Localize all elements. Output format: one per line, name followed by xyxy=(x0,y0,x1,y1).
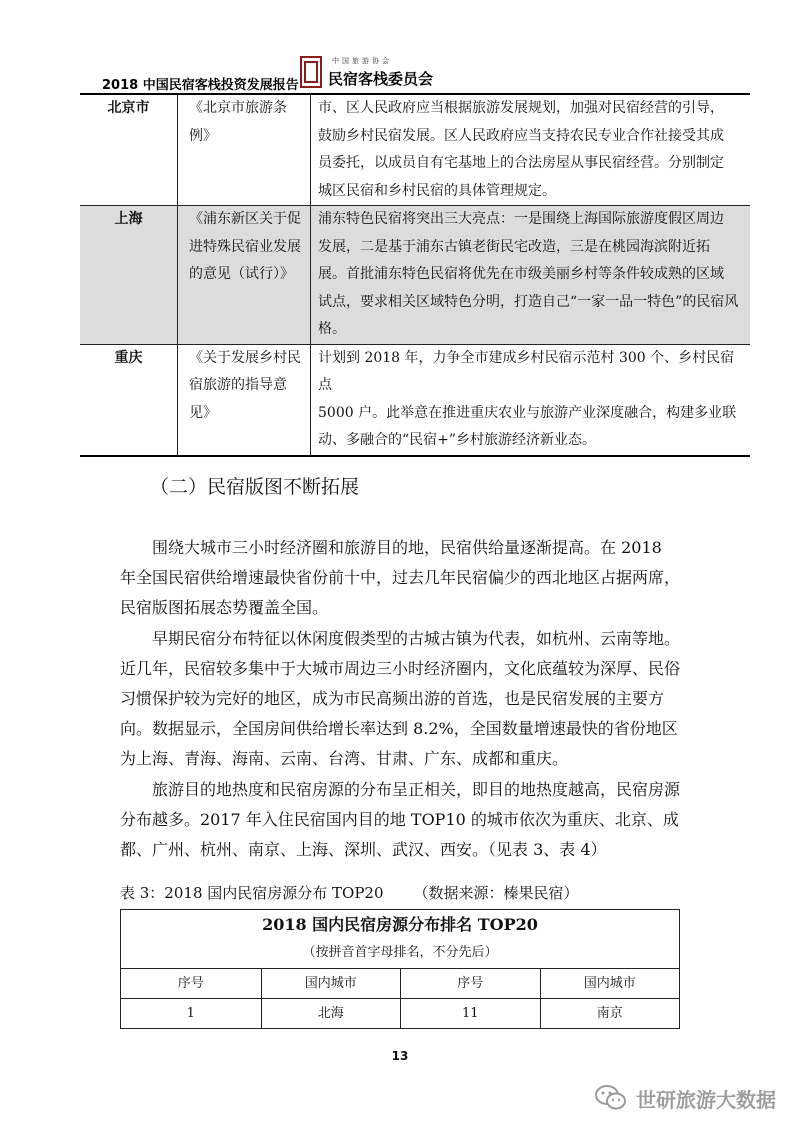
table-caption-title: 表 3：2018 国内民宿房源分布 TOP20 xyxy=(120,884,384,902)
policy-document-line: 例》 xyxy=(189,127,217,144)
header-cell: 序号 xyxy=(177,976,204,991)
policy-description-line: 市、区人民政府应当根据旅游发展规划，加强对民宿经营的引导， xyxy=(318,100,724,116)
policy-document-line: 宿旅游的指导意 xyxy=(189,377,287,393)
policy-description-line: 格。 xyxy=(318,321,346,337)
policy-description-line: 发展，二是基于浦东古镇老街民宅改造，三是在桃园海滨附近拓 xyxy=(318,238,710,255)
paragraph: 旅游目的地热度和民宿房源的分布呈正相关，即目的地热度越高，民宿房源分布越多。2017 年入住民宿国内目的地 TOP10 的城市依次为重庆、北京、成都、广州、杭州、南京、上海、深圳、武汉、西安。（见表 3、表 4） xyxy=(120,779,681,860)
column-divider xyxy=(177,95,178,205)
policy-document xyxy=(177,206,310,344)
policy-description xyxy=(310,95,750,205)
table-cell: 11 xyxy=(400,999,540,1028)
body-text xyxy=(120,533,680,865)
watermark xyxy=(594,1083,776,1113)
section-heading: （二）民宿版图不断拓展 xyxy=(150,476,360,498)
paragraph: 围绕大城市三小时经济圈和旅游目的地，民宿供给量逐渐提高。在 2018 年全国民宿供给增速最快省份前十中，过去几年民宿偏少的西北地区占据两席，民宿版图拓展态势覆盖全国。 xyxy=(120,538,681,618)
policy-document-line: 《浦东新区关于促 xyxy=(189,211,301,227)
ranking-table xyxy=(120,909,680,1029)
table-cell: 1 xyxy=(186,1006,195,1021)
policy-document-line: 《关于发展乡村民 xyxy=(189,349,301,366)
org-small-name: 中国旅游协会 xyxy=(332,57,392,65)
table-caption-source: （数据来源：榛果民宿） xyxy=(413,884,579,902)
page-number: 13 xyxy=(391,1049,409,1063)
report-title: 2018 中国民宿客栈投资发展报告 xyxy=(102,78,299,93)
policy-row xyxy=(80,95,750,205)
policy-description-line: 展。首批浦东特色民宿将优先在市级美丽乡村等条件较成熟的区域 xyxy=(318,266,724,282)
org-name: 民宿客栈委员会 xyxy=(328,70,434,88)
ranking-table-header-row xyxy=(121,969,679,998)
policy-row xyxy=(80,206,750,344)
header-cell: 国内城市 xyxy=(261,969,401,998)
column-divider xyxy=(177,345,178,455)
column-divider xyxy=(310,206,311,344)
table-cell: 南京 xyxy=(540,999,680,1028)
table-caption xyxy=(120,882,680,903)
policy-document-line: 进特殊民宿业发展 xyxy=(189,238,301,255)
ranking-table-title: 2018 国内民宿房源分布排名 TOP20 xyxy=(262,915,538,934)
policy-row xyxy=(80,345,750,455)
header-cell: 国内城市 xyxy=(540,969,680,998)
column-divider xyxy=(310,95,311,205)
wechat-icon xyxy=(594,1083,628,1113)
policy-document-line: 《北京市旅游条 xyxy=(189,100,287,116)
policy-document-line: 的意见（试行）》 xyxy=(189,266,294,282)
column-divider xyxy=(310,345,311,455)
policy-description-line: 鼓励乡村民宿发展。区人民政府应当支持农民专业合作社接受其成 xyxy=(318,127,724,144)
table-cell: 北海 xyxy=(261,999,401,1028)
policy-document xyxy=(177,95,310,205)
policy-description-line: 计划到 2018 年，力争全市建成乡村民宿示范村 300 个、乡村民宿点 xyxy=(318,349,735,393)
policy-description-line: 员委托，以成员自有宅基地上的合法房屋从事民宿经营。分别制定 xyxy=(318,155,724,171)
policy-table xyxy=(80,95,750,457)
policy-city: 上海 xyxy=(114,211,143,227)
policy-description-line: 试点，要求相关区域特色分明，打造自己“一家一品一特色”的民宿风 xyxy=(318,293,739,310)
policy-description-line: 5000 户。此举意在推进重庆农业与旅游产业深度融合，构建多业联 xyxy=(318,404,737,421)
page-header xyxy=(80,52,750,96)
policy-document-line: 见》 xyxy=(189,404,217,421)
row-divider xyxy=(80,455,750,457)
table-row xyxy=(121,998,679,1028)
policy-description-line: 城区民宿和乡村民宿的具体管理规定。 xyxy=(318,182,556,199)
org-logo-icon xyxy=(300,56,322,88)
policy-document xyxy=(177,345,310,455)
policy-description xyxy=(310,345,750,455)
policy-description xyxy=(310,206,750,344)
paragraph: 早期民宿分布特征以休闲度假类型的古城古镇为代表，如杭州、云南等地。近几年，民宿较多集中于大城市周边三小时经济圈内，文化底蕴较为深厚、民俗习惯保护较为完好的地区，成为市民高频出游的首选，也是民宿发展的主要方向。数据显示，全国房间供给增长率达到 8.2%，全国数量增速最快的省份地区为上海、青海、海南、云南、台湾、甘肃、广东、成都和重庆。 xyxy=(120,628,681,769)
header-cell: 序号 xyxy=(400,969,540,998)
policy-city: 重庆 xyxy=(114,349,143,366)
column-divider xyxy=(177,206,178,344)
policy-description-line: 浦东特色民宿将突出三大亮点：一是围绕上海国际旅游度假区周边 xyxy=(318,211,724,227)
watermark-text: 世研旅游大数据 xyxy=(636,1087,776,1112)
policy-city: 北京市 xyxy=(107,100,150,116)
ranking-table-subtitle: （按拼音首字母排名，不分先后） xyxy=(121,940,679,969)
policy-description-line: 动、多融合的“民宿+”乡村旅游经济新业态。 xyxy=(318,432,597,448)
